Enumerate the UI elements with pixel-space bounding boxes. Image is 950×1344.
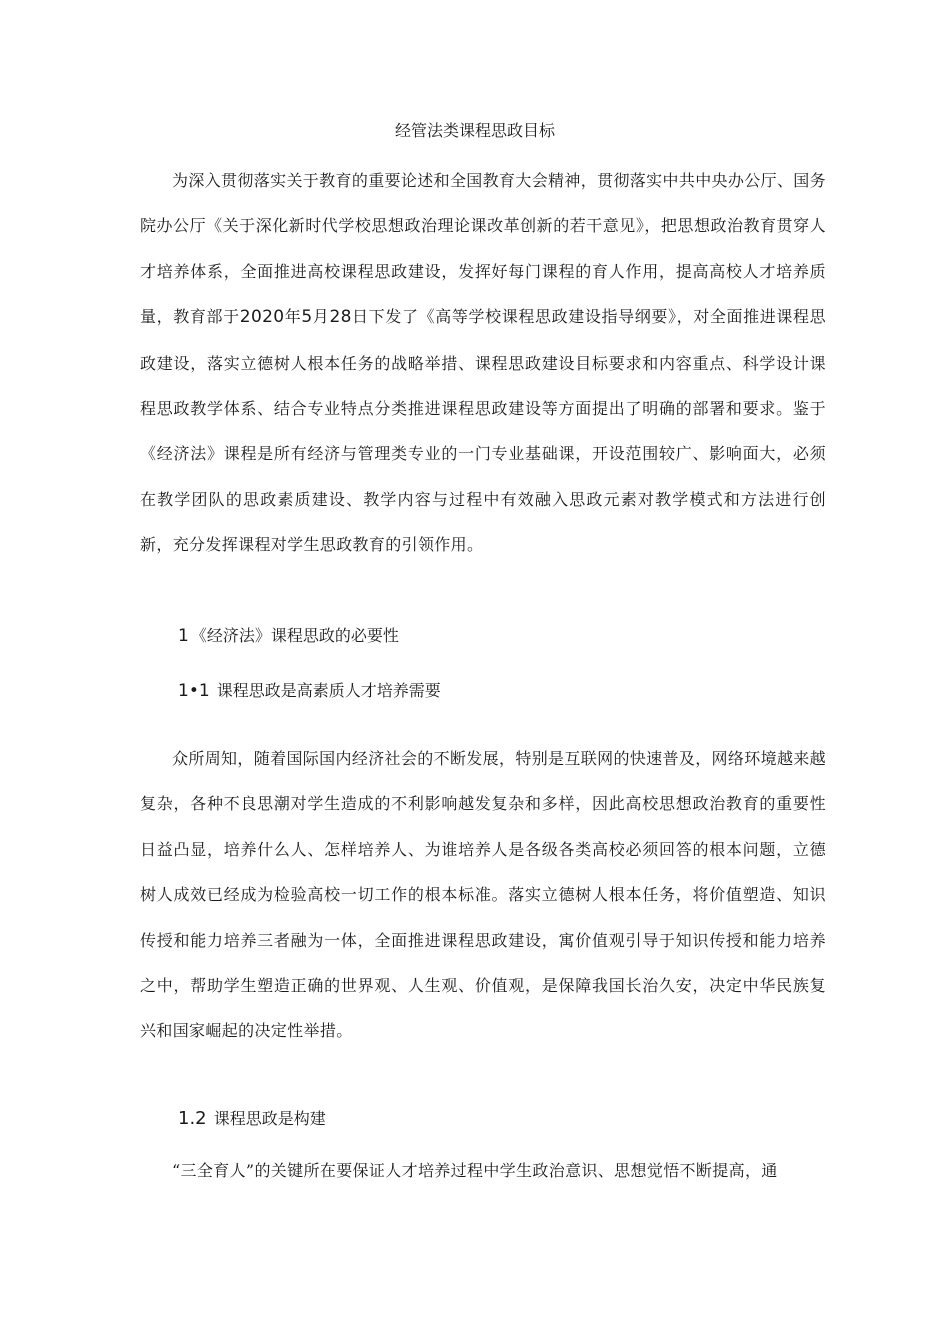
section-1-2-title: 课程思政是构建 — [213, 1109, 326, 1128]
intro-text-part3: 月 — [312, 307, 330, 327]
intro-text-part4: 日下发了《高等学校课程思政建设指导纲要》，对全面推进课程思政建设，落实立德树人根本任务的战略举措、课程思政建设目标要求和内容重点、科学设计课程思政教学体系、结合专业特点分类推进课程思政建设等方面提出了明确的部署和要求。鉴于《经济法》课程是所有经济与管理类专业的一门专业基础课，开设范围较广、影响面大，必须在教学团队的思政素质建设、教学内容与过程中有效融入思政元素对教学模式和方法进行创新，充分发挥课程对学生思政教育的引领作用。 — [140, 307, 826, 555]
section-1-1-heading — [178, 679, 441, 703]
section-1-2-paragraph: “三全育人”的关键所在要保证人才培养过程中学生政治意识、思想觉悟不断提高，通 — [172, 1161, 778, 1180]
intro-text-part1: 为深入贯彻落实关于教育的重要论述和全国教育大会精神，贯彻落实中共中央办公厅、国务院办公厅《关于深化新时代学校思想政治理论课改革创新的若干意见》，把思想政治教育贯穿人才培养体系，全面推进高校课程思政建设，发挥好每门课程的育人作用，提高高校人才培养质量，教育部于 — [140, 171, 827, 327]
intro-day: 28 — [329, 307, 352, 328]
section-1-2-heading — [178, 1107, 326, 1131]
section-1-title: 《经济法》课程思政的必要性 — [190, 626, 399, 645]
section-1-1-paragraph: 众所周知，随着国际国内经济社会的不断发展，特别是互联网的快速普及，网络环境越来越复杂，各种不良思潮对学生造成的不利影响越发复杂和多样，因此高校思想政治教育的重要性日益凸显，培养什么人、怎样培养人、为谁培养人是各级各类高校必须回答的根本问题，立德树人成效已经成为检验高校一切工作的根本标准。落实立德树人根本任务，将价值塑造、知识传授和能力培养三者融为一体，全面推进课程思政建设，寓价值观引导于知识传授和能力培养之中，帮助学生塑造正确的世界观、人生观、价值观，是保障我国长治久安，决定中华民族复兴和国家崛起的决定性举措。 — [140, 749, 827, 1041]
section-1-heading — [178, 624, 399, 648]
section-1-1-number: 1•1 — [178, 681, 210, 701]
intro-text-part2: 年 — [284, 307, 302, 327]
intro-year: 2020 — [239, 307, 285, 328]
intro-month: 5 — [301, 307, 313, 328]
section-1-2-number: 1.2 — [178, 1108, 207, 1129]
intro-paragraph — [140, 158, 826, 568]
section-1-1-title: 课程思政是高素质人才培养需要 — [216, 681, 441, 700]
document-title: 经管法类课程思政目标 — [394, 121, 555, 140]
section-1-number: 1 — [178, 626, 189, 646]
